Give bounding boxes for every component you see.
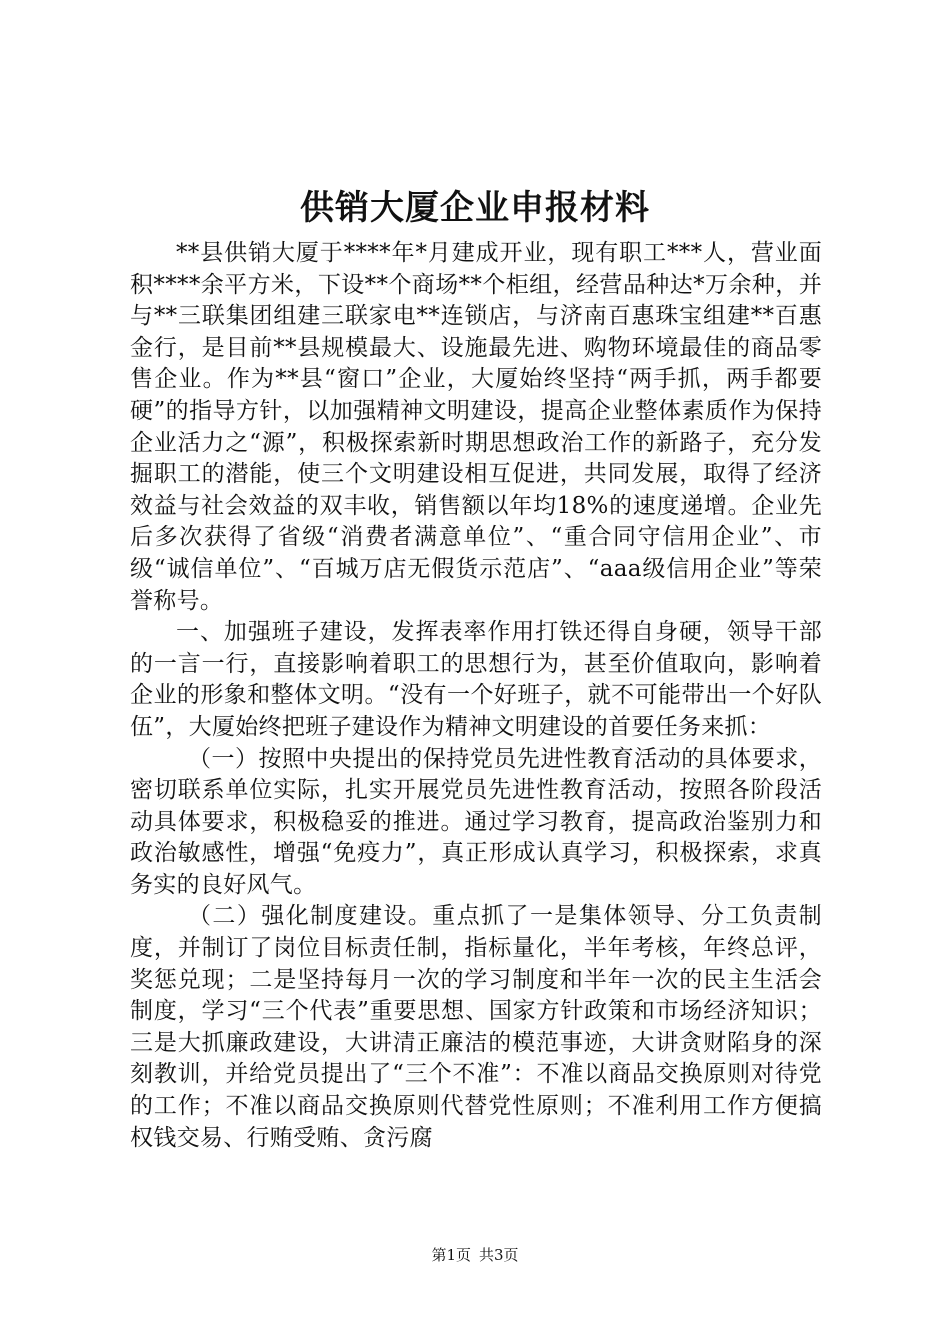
page-number: 第1页 — [431, 1246, 471, 1264]
page-footer — [0, 1245, 950, 1265]
paragraph-subsection-2: （二）强化制度建设。重点抓了一是集体领导、分工负责制度，并制订了岗位目标责任制，指标量化，半年考核，年终总评，奖惩兑现；二是坚持每月一次的学习制度和半年一次的民主生活会制度，学习“三个代表”重要思想、国家方针政策和市场经济知识；三是大抓廉政建设，大讲清正廉洁的模范事迹，大讲贪财陷身的深刻教训，并给党员提出了“三个不准”：不准以商品交换原则对待党的工作；不准以商品交换原则代替党性原则；不准利用工作方便搞权钱交易、行贿受贿、贪污腐 — [130, 903, 822, 1151]
paragraph-intro: **县供销大厦于****年*月建成开业，现有职工***人，营业面积****余平方米，下设**个商场**个柜组，经营品种达*万余种，并与**三联集团组建三联家电**连锁店，与济南百惠珠宝组建**百惠金行，是目前**县规模最大、设施最先进、购物环境最佳的商品零售企业。作为**县“窗口”企业，大厦始终坚持“两手抓，两手都要硬”的指导方针，以加强精神文明建设，提高企业整体素质作为保持企业活力之“源”，积极探索新时期思想政治工作的新路子，充分发掘职工的潜能，使三个文明建设相互促进，共同发展，取得了经济效益与社会效益的双丰收，销售额以年均18%的速度递增。企业先后多次获得了省级“消费者满意单位”、“重合同守信用企业”、市级“诚信单位”、“百城万店无假货示范店”、“aaa级信用企业”等荣誉称号。 — [130, 240, 822, 614]
paragraph-section-1: 一、加强班子建设，发挥表率作用打铁还得自身硬，领导干部的一言一行，直接影响着职工的思想行为，甚至价值取向，影响着企业的形象和整体文明。“没有一个好班子，就不可能带出一个好队伍”，大厦始终把班子建设作为精神文明建设的首要任务来抓： — [130, 619, 822, 740]
paragraph-subsection-1: （一）按照中央提出的保持党员先进性教育活动的具体要求，密切联系单位实际，扎实开展党员先进性教育活动，按照各阶段活动具体要求，积极稳妥的推进。通过学习教育，提高政治鉴别力和政治敏感性，增强“免疫力”，真正形成认真学习，积极探索，求真务实的良好风气。 — [130, 745, 822, 898]
page-total: 共3页 — [479, 1246, 519, 1264]
document-body — [130, 238, 822, 1154]
document-title: 供销大厦企业申报材料 — [300, 188, 650, 228]
